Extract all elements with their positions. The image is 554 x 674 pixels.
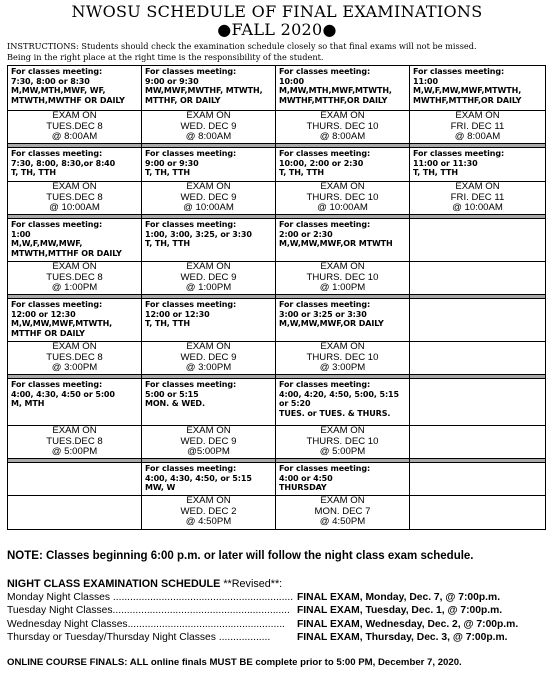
exam-label: EXAM ON <box>320 495 365 506</box>
exam-date: WED. DEC 9 <box>180 435 237 447</box>
exam-time: @ 10:00AM <box>317 202 368 213</box>
exam-date: WED. DEC 2 <box>180 505 237 517</box>
night-row-value: FINAL EXAM, Thursday, Dec. 3, @ 7:00p.m. <box>297 632 508 644</box>
class-times-cell: For classes meeting: 12:00 or 12:30 T, TH, TTH <box>142 299 276 342</box>
exam-date: FRI. DEC 11 <box>450 120 505 132</box>
exam-date: WED. DEC 9 <box>180 120 237 132</box>
class-times-row <box>8 148 546 182</box>
exam-time: @ 3:00PM <box>319 362 366 373</box>
exam-label: EXAM ON <box>320 110 365 121</box>
class-times-cell: For classes meeting: 9:00 or 9:30 MW,MWF,MWTHF, MTWTH, MTTHF, OR DAILY <box>142 66 276 111</box>
night-row-label: Thursday or Tuesday/Thursday Night Classes .................. <box>7 632 271 644</box>
exam-cell <box>410 111 546 144</box>
exam-date: TUES.DEC 8 <box>46 271 103 283</box>
class-times-cell: For classes meeting: 11:00 or 11:30 T, TH, TTH <box>410 148 546 182</box>
exam-cell <box>276 182 410 215</box>
exam-time: @ 10:00AM <box>452 202 503 213</box>
exam-time: @ 1:00PM <box>51 282 98 293</box>
exam-date: THURS. DEC 10 <box>306 120 379 132</box>
exam-date: TUES.DEC 8 <box>46 120 103 132</box>
exam-times-row <box>8 496 546 530</box>
class-times-row <box>8 66 546 111</box>
night-row-value: FINAL EXAM, Monday, Dec. 7, @ 7:00p.m. <box>297 592 501 603</box>
exam-label: EXAM ON <box>455 110 500 121</box>
night-row <box>7 591 547 604</box>
exam-cell <box>8 182 142 215</box>
exam-label: EXAM ON <box>186 341 231 352</box>
term-label: FALL 2020 <box>231 20 323 39</box>
exam-time: @ 10:00AM <box>183 202 234 213</box>
night-note: NOTE: Classes beginning 6:00 p.m. or later will follow the night class exam schedule. <box>7 550 474 562</box>
exam-time: @ 4:50PM <box>319 516 366 527</box>
exam-time: @ 1:00PM <box>185 282 232 293</box>
exam-times-row <box>8 182 546 215</box>
class-times-cell: For classes meeting: 9:00 or 9:30 T, TH, TTH <box>142 148 276 182</box>
revised-tag: **Revised**: <box>220 578 283 590</box>
page-subtitle <box>0 21 554 38</box>
class-times-row <box>8 463 546 496</box>
class-times-cell <box>8 463 142 496</box>
instructions-line: Being in the right place at the right time is the responsibility of the student. <box>7 51 324 62</box>
exam-date: TUES.DEC 8 <box>46 435 103 447</box>
class-times-cell: For classes meeting: 4:00, 4:20, 4:50, 5:00, 5:15 or 5:20 TUES. or TUES. & THURS. <box>276 379 410 426</box>
night-schedule-heading <box>7 578 282 590</box>
exam-cell <box>8 426 142 459</box>
exam-time: @ 8:00AM <box>454 131 501 142</box>
exam-time: @5:00PM <box>187 446 230 457</box>
exam-cell <box>142 342 276 375</box>
exam-label: EXAM ON <box>186 181 231 192</box>
exam-time: @ 3:00PM <box>51 362 98 373</box>
exam-label: EXAM ON <box>52 341 97 352</box>
exam-cell <box>142 262 276 295</box>
class-times-cell: For classes meeting: 7:30, 8:00 or 8:30 M,MW,MTH,MWF, WF, MTWTH,MWTHF OR DAILY <box>8 66 142 111</box>
night-row-label: Wednesday Night Classes....................................................... <box>7 618 285 630</box>
class-times-cell: For classes meeting: 7:30, 8:00, 8:30,or 8:40 T, TH, TTH <box>8 148 142 182</box>
class-times-row <box>8 219 546 262</box>
class-times-cell <box>410 299 546 342</box>
exam-date: THURS. DEC 10 <box>306 435 379 447</box>
exam-label: EXAM ON <box>320 425 365 436</box>
exam-cell <box>410 182 546 215</box>
exam-cell <box>276 496 410 530</box>
exam-cell <box>410 342 546 375</box>
exam-time: @ 5:00PM <box>51 446 98 457</box>
night-row <box>7 618 547 631</box>
exam-time: @ 8:00AM <box>185 131 232 142</box>
class-times-cell: For classes meeting: 5:00 or 5:15 MON. & WED. <box>142 379 276 426</box>
exam-label: EXAM ON <box>320 341 365 352</box>
exam-times-row <box>8 111 546 144</box>
exam-label: EXAM ON <box>186 261 231 272</box>
exam-label: EXAM ON <box>52 261 97 272</box>
exam-date: THURS. DEC 10 <box>306 351 379 363</box>
page-title: NWOSU SCHEDULE OF FINAL EXAMINATIONS <box>71 2 483 21</box>
exam-time: @ 5:00PM <box>319 446 366 457</box>
exam-cell <box>8 342 142 375</box>
exam-cell <box>410 426 546 459</box>
class-times-cell <box>410 379 546 426</box>
class-times-cell: For classes meeting: 4:00, 4:30, 4:50, or 5:15 MW, W <box>142 463 276 496</box>
exam-date: TUES.DEC 8 <box>46 351 103 363</box>
exam-cell <box>276 342 410 375</box>
exam-time: @ 1:00PM <box>319 282 366 293</box>
exam-date: THURS. DEC 10 <box>306 191 379 203</box>
exam-date: FRI. DEC 11 <box>450 191 505 203</box>
exam-cell <box>142 426 276 459</box>
apple-icon: ● <box>322 20 337 39</box>
night-row-value: FINAL EXAM, Wednesday, Dec. 2, @ 7:00p.m. <box>297 618 519 630</box>
exam-cell <box>276 426 410 459</box>
exam-date: WED. DEC 9 <box>180 351 237 363</box>
night-heading-title: NIGHT CLASS EXAMINATION SCHEDULE <box>7 578 221 590</box>
class-times-row <box>8 379 546 426</box>
exam-times-row <box>8 262 546 295</box>
exam-cell <box>410 262 546 295</box>
exam-cell <box>276 111 410 144</box>
class-times-cell: For classes meeting: 2:00 or 2:30 M,W,MW,MWF,OR MTWTH <box>276 219 410 262</box>
exam-time: @ 8:00AM <box>51 131 98 142</box>
class-times-cell <box>410 219 546 262</box>
exam-date: MON. DEC 7 <box>314 505 371 517</box>
class-times-cell <box>410 463 546 496</box>
exam-cell <box>8 496 142 530</box>
exam-label: EXAM ON <box>186 110 231 121</box>
exam-times-row <box>8 342 546 375</box>
class-times-cell: For classes meeting: 3:00 or 3:25 or 3:30 M,W,MW,MWF,OR DAILY <box>276 299 410 342</box>
exam-cell <box>276 262 410 295</box>
class-times-cell: For classes meeting: 10:00, 2:00 or 2:30 T, TH, TTH <box>276 148 410 182</box>
exam-label: EXAM ON <box>52 425 97 436</box>
exam-label: EXAM ON <box>52 110 97 121</box>
exam-date: WED. DEC 9 <box>180 271 237 283</box>
exam-schedule-table <box>7 65 546 530</box>
exam-cell <box>410 496 546 530</box>
class-times-cell: For classes meeting: 1:00, 3:00, 3:25, or 3:30 T, TH, TTH <box>142 219 276 262</box>
online-finals-note: ONLINE COURSE FINALS: ALL online finals MUST BE complete prior to 5:00 PM, December 7, 2020. <box>7 657 462 668</box>
exam-time: @ 3:00PM <box>185 362 232 373</box>
night-row-value: FINAL EXAM, Tuesday, Dec. 1, @ 7:00p.m. <box>297 605 503 617</box>
class-times-cell: For classes meeting: 1:00 M,W,F,MW,MWF, MTWTH,MTTHF OR DAILY <box>8 219 142 262</box>
exam-label: EXAM ON <box>186 495 231 506</box>
exam-label: EXAM ON <box>455 181 500 192</box>
exam-cell <box>142 111 276 144</box>
class-times-row <box>8 299 546 342</box>
instructions <box>7 41 552 62</box>
class-times-cell: For classes meeting: 4:00 or 4:50 THURSDAY <box>276 463 410 496</box>
exam-date: WED. DEC 9 <box>180 191 237 203</box>
night-row-label: Monday Night Classes ............................................................... <box>7 592 294 603</box>
exam-times-row <box>8 426 546 459</box>
exam-cell <box>142 182 276 215</box>
exam-date: TUES.DEC 8 <box>46 191 103 203</box>
night-row <box>7 631 547 644</box>
night-schedule <box>7 591 547 645</box>
exam-cell <box>8 111 142 144</box>
exam-label: EXAM ON <box>52 181 97 192</box>
exam-label: EXAM ON <box>186 425 231 436</box>
night-row <box>7 604 547 617</box>
exam-cell <box>8 262 142 295</box>
class-times-cell: For classes meeting: 4:00, 4:30, 4:50 or 5:00 M, MTH <box>8 379 142 426</box>
class-times-cell: For classes meeting: 12:00 or 12:30 M,W,MW,MWF,MTWTH, MTTHF OR DAILY <box>8 299 142 342</box>
instructions-line: INSTRUCTIONS: Students should check the examination schedule closely so that final exams will not be missed. <box>7 41 477 51</box>
exam-date: THURS. DEC 10 <box>306 271 379 283</box>
exam-cell <box>142 496 276 530</box>
class-times-cell: For classes meeting: 11:00 M,W,F,MW,MWF,MTWTH, MWTHF,MTTHF,OR DAILY <box>410 66 546 111</box>
night-row-label: Tuesday Night Classes.............................................................. <box>7 605 290 617</box>
exam-time: @ 8:00AM <box>319 131 366 142</box>
apple-icon: ● <box>217 20 232 39</box>
exam-label: EXAM ON <box>320 181 365 192</box>
class-times-cell: For classes meeting: 10:00 M,MW,MTH,MWF,MTWTH, MWTHF,MTTHF,OR DAILY <box>276 66 410 111</box>
exam-time: @ 10:00AM <box>49 202 100 213</box>
exam-label: EXAM ON <box>320 261 365 272</box>
exam-time: @ 4:50PM <box>185 516 232 527</box>
